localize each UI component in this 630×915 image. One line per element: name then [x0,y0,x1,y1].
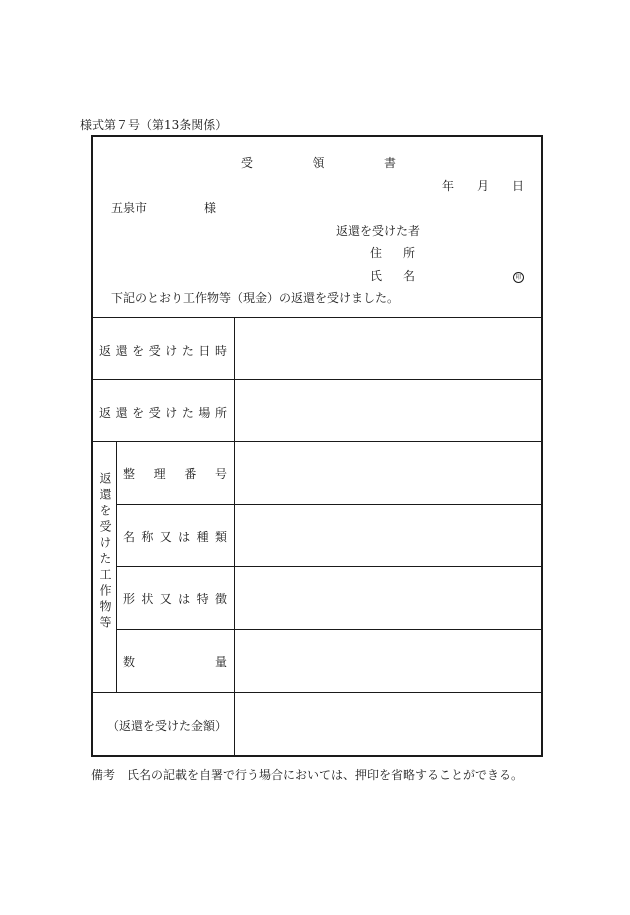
year-label: 年 [442,179,455,193]
recipient-label: 返還を受けた者 [336,224,421,238]
place-received-label: 返 還 を 受 け た 場 所 [99,406,227,420]
remarks [91,766,523,783]
group-label-rule [116,441,117,692]
title-char: 書 [383,156,396,170]
date-received-label: 返 還 を 受 け た 日 時 [99,344,227,358]
seal-icon: 印 [513,272,524,283]
title-char: 領 [312,156,325,170]
items-group-label: 返還を受けた工作物等 [98,472,112,632]
date-line [442,177,524,194]
remarks-label: 備考 [91,768,116,782]
month-label: 月 [476,179,489,193]
serial-number-label: 整 理 番 号 [123,467,227,481]
statement: 下記のとおり工作物等（現金）の返還を受けました。 [111,291,400,305]
title-char: 受 [241,156,254,170]
name-label: 氏 名 [370,269,415,283]
name-type-label: 名 称 又 は 種 類 [123,530,227,544]
address-label: 住 所 [370,246,415,260]
date-received-field[interactable] [235,318,541,379]
shape-features-field[interactable] [235,567,541,629]
name-type-field[interactable] [235,505,541,566]
form-number: 様式第７号（第13条関係） [80,118,228,132]
shape-features-label: 形 状 又 は 特 徴 [123,592,227,606]
quantity-field[interactable] [235,630,541,692]
day-label: 日 [511,179,524,193]
quantity-label: 数 量 [123,655,227,669]
amount-label: （返還を受けた金額） [107,719,228,733]
addressee-city: 五泉市 [111,201,148,215]
remarks-text: 氏名の記載を自署で行う場合においては、押印を省略することができる。 [127,768,524,782]
serial-number-field[interactable] [235,442,541,504]
form-title [241,154,396,171]
place-received-field[interactable] [235,380,541,441]
addressee-honorific: 様 [204,201,217,215]
seal-mark [513,268,524,283]
receipt-form [91,135,543,757]
amount-field[interactable] [235,693,541,755]
